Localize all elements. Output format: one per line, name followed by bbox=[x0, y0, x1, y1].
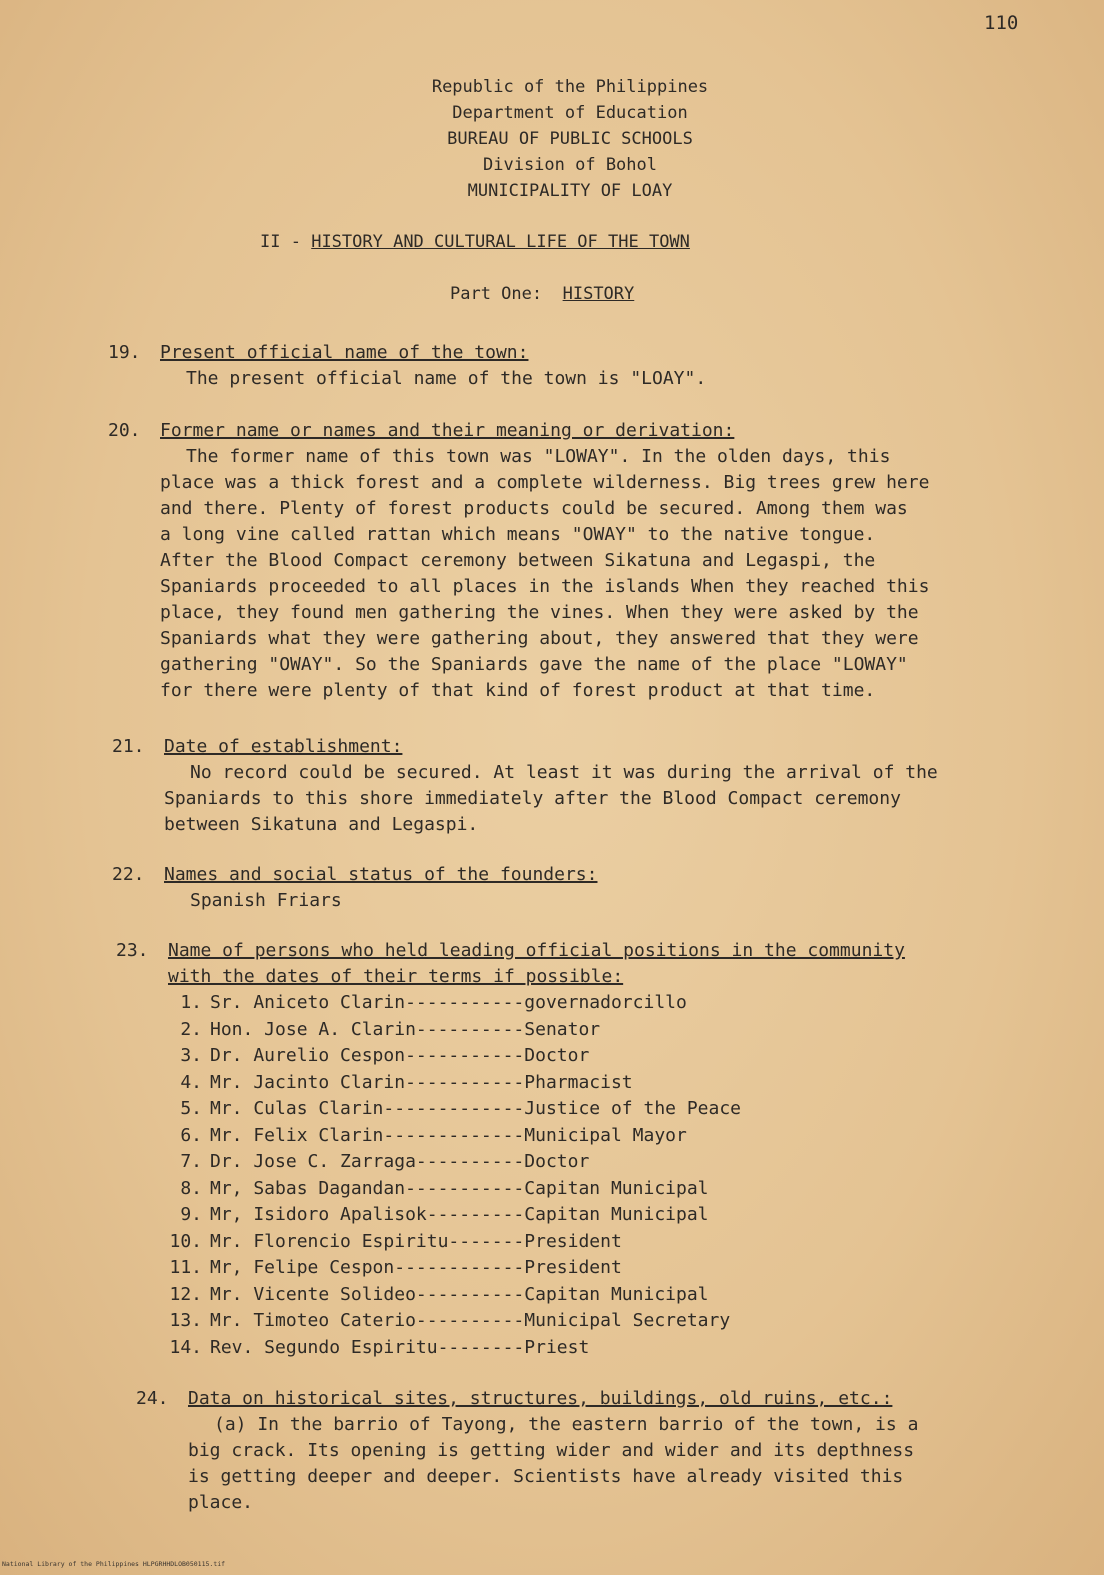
list-item: 4. Mr. Jacinto Clarin-----------Pharmacist bbox=[180, 1071, 633, 1093]
letterhead bbox=[320, 74, 820, 204]
item-number: 23. bbox=[116, 940, 149, 961]
list-item: 8. Mr, Sabas Dagandan-----------Capitan Municipal bbox=[180, 1177, 709, 1199]
list-item: 9. Mr, Isidoro Apalisok---------Capitan Municipal bbox=[180, 1204, 709, 1225]
list-item: 7. Dr. Jose C. Zarraga----------Doctor bbox=[180, 1151, 590, 1172]
item-number: 21. bbox=[112, 736, 145, 757]
item-question: Data on historical sites, structures, buildings, old ruins, etc.: bbox=[188, 1388, 893, 1409]
header-line-division: Division of Bohol bbox=[483, 155, 657, 175]
item-question: Names and social status of the founders: bbox=[164, 864, 598, 885]
item-question-line-1: Name of persons who held leading official positions in the community bbox=[168, 940, 905, 961]
officials-list bbox=[168, 990, 905, 1361]
page-number: 110 bbox=[984, 12, 1019, 34]
list-item: 6. Mr. Felix Clarin-------------Municipal Mayor bbox=[180, 1124, 687, 1146]
item-22 bbox=[112, 862, 598, 914]
scan-footer: National Library of the Philippines HLPGRHHDLOB050115.tif bbox=[2, 1560, 226, 1568]
item-question: Present official name of the town: bbox=[160, 342, 529, 363]
item-number: 20. bbox=[108, 420, 141, 441]
item-answer-body: Spaniards to this shore immediately after the Blood Compact ceremony between Sikatuna and Legaspi. bbox=[164, 788, 901, 835]
item-question: Former name or names and their meaning or derivation: bbox=[160, 420, 735, 441]
list-item: 14. Rev. Segundo Espiritu--------Priest bbox=[169, 1336, 590, 1358]
item-21 bbox=[112, 734, 938, 838]
item-20 bbox=[108, 418, 930, 704]
section-title bbox=[260, 232, 690, 252]
item-number: 24. bbox=[136, 1388, 169, 1409]
list-item: 13. Mr. Timoteo Caterio----------Municipal Secretary bbox=[169, 1310, 731, 1331]
list-item: 3. Dr. Aurelio Cespon-----------Doctor bbox=[180, 1045, 590, 1066]
section-prefix: II - bbox=[260, 232, 301, 252]
item-answer-body: place was a thick forest and a complete wilderness. Big trees grew here and there. Plenty of forest products could be secured. Among them was a long vine called rattan which means "OWAY" to the native tongue. After the Blood Compact ceremony between Sikatuna and Legaspi, the Spaniards proceeded to all places in the islands When they reached this place, they found men gathering the vines. When they were asked by the Spaniards what they were gathering about, they answered that they were gathering "OWAY". So the Spaniards gave the name of the place "LOWAY" for there were plenty of that kind of forest product at that time. bbox=[160, 472, 930, 701]
item-answer-first-line: The former name of this town was "LOWAY". In the olden days, this bbox=[186, 446, 891, 467]
part-label: Part One: bbox=[450, 284, 543, 304]
item-24 bbox=[136, 1386, 919, 1516]
item-question-line-2: with the dates of their terms if possible: bbox=[168, 966, 624, 987]
item-23 bbox=[116, 938, 905, 1361]
item-answer-first-line: (a) In the barrio of Tayong, the eastern barrio of the town, is a bbox=[214, 1414, 919, 1435]
item-answer: Spanish Friars bbox=[190, 890, 342, 911]
list-item: 1. Sr. Aniceto Clarin-----------governadorcillo bbox=[180, 992, 687, 1013]
item-number: 22. bbox=[112, 864, 145, 885]
header-line-department: Department of Education bbox=[452, 103, 688, 123]
header-line-municipality: MUNICIPALITY OF LOAY bbox=[467, 181, 673, 201]
list-item: 11. Mr, Felipe Cespon------------President bbox=[169, 1257, 622, 1278]
list-item: 2. Hon. Jose A. Clarin----------Senator bbox=[180, 1018, 601, 1040]
item-question: Date of establishment: bbox=[164, 736, 403, 757]
list-item: 10. Mr. Florencio Espiritu-------President bbox=[169, 1230, 622, 1252]
list-item: 12. Mr. Vicente Solideo----------Capitan Municipal bbox=[169, 1283, 709, 1305]
item-19 bbox=[108, 340, 707, 392]
item-number: 19. bbox=[108, 342, 141, 363]
item-answer-first-line: No record could be secured. At least it was during the arrival of the bbox=[190, 762, 938, 783]
header-line-republic: Republic of the Philippines bbox=[431, 77, 709, 97]
item-answer: The present official name of the town is "LOAY". bbox=[186, 368, 707, 389]
header-line-bureau: BUREAU OF PUBLIC SCHOOLS bbox=[447, 129, 693, 149]
section-heading: HISTORY AND CULTURAL LIFE OF THE TOWN bbox=[311, 232, 690, 252]
list-item: 5. Mr. Culas Clarin-------------Justice of the Peace bbox=[180, 1098, 742, 1119]
item-answer-body: big crack. Its opening is getting wider and wider and its depthness is getting deeper and deeper. Scientists have already visited this place. bbox=[188, 1440, 915, 1513]
part-title bbox=[450, 284, 634, 304]
part-heading: HISTORY bbox=[562, 284, 635, 304]
